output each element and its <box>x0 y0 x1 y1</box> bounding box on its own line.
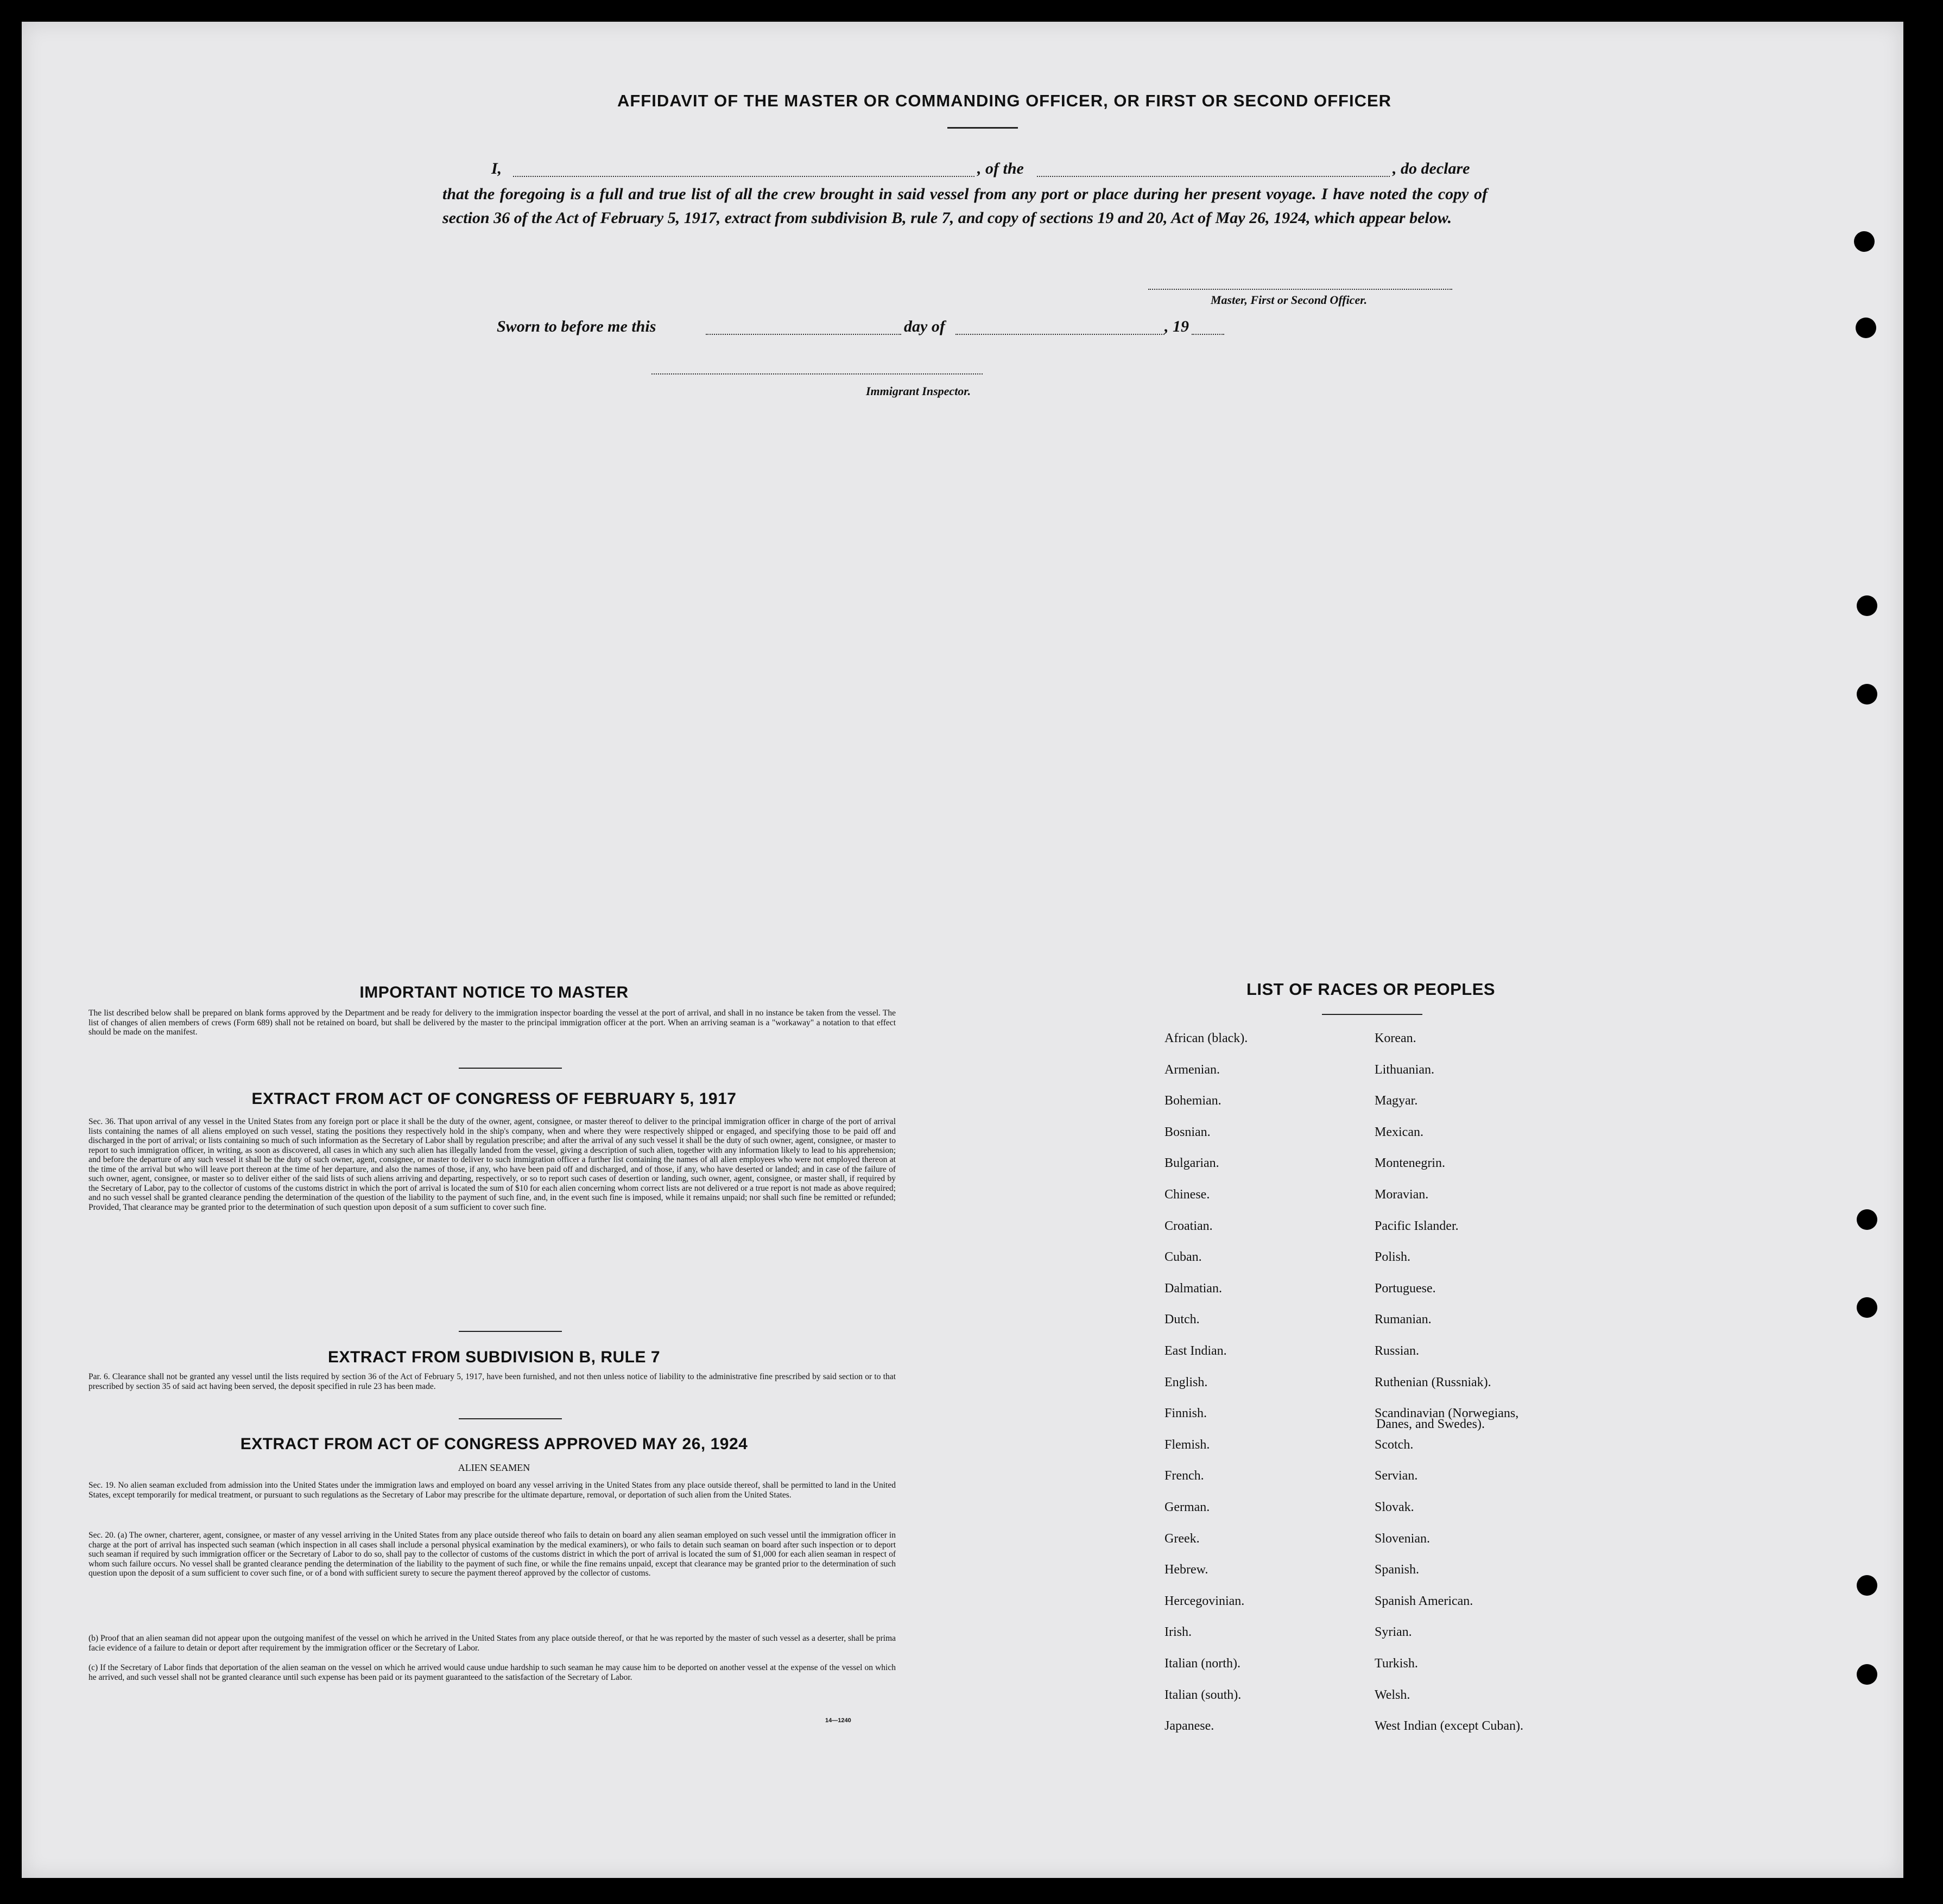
punch-hole <box>1854 231 1875 252</box>
sec20c-body: (c) If the Secretary of Labor finds that deportation of the alien seaman on the vessel on which he arrived would cause undue hardship to such seaman he may cause him to be deported on another vessel at the expense of the vessel on which he arrived, and such vessel shall not be granted clearance until such expense has been paid or its payment guaranteed to the satisfaction of the Secretary of Labor. <box>88 1663 896 1682</box>
race-item: East Indian. <box>1164 1344 1227 1358</box>
race-item: Montenegrin. <box>1375 1156 1445 1170</box>
race-item: Chinese. <box>1164 1188 1210 1202</box>
inspector-signature-blank[interactable] <box>651 373 983 375</box>
race-item: Bosnian. <box>1164 1125 1211 1139</box>
race-item: Slovenian. <box>1375 1532 1430 1546</box>
race-item: French. <box>1164 1469 1204 1483</box>
vessel-name-blank[interactable] <box>1037 176 1390 177</box>
race-item: Croatian. <box>1164 1219 1213 1233</box>
race-item: Welsh. <box>1375 1688 1410 1702</box>
affidavit-body: that the foregoing is a full and true list of all the crew brought in said vessel from any port or place during her present voyage. I have noted the copy of section 36 of the Act of February 5, 1917, extract from subdivision B, rule 7, and copy of sections 19 and 20, Act of May 26, 1924, which appear below. <box>442 185 1488 227</box>
race-item: Flemish. <box>1164 1438 1210 1452</box>
sworn-label: Sworn to before me this <box>497 318 656 335</box>
sec20a-body: Sec. 20. (a) The owner, charterer, agent, consignee, or master of any vessel arriving in the United States from any place outside thereof who fails to detain on board any alien seaman employed on such vessel until the immigration officer in charge at the port of arrival has inspected such seaman (which inspection in all cases shall include a personal physical examination by the medical examiners), or who fails to detain such seaman on board after such inspection or to deport such seaman if required by such immigration officer or the Secretary of Labor to do so, shall pay to the collector of customs of the customs district in which the port of arrival is located the sum of $1,000 for each alien seaman in respect of whom such failure occurs. No vessel shall be granted clearance pending the determination of the liability to the payment of such fine, or while the fine remains unpaid, except that clearance may be granted prior to the determination of such question upon the deposit of a sum sufficient to cover such fine, or of a bond with sufficient surety to secure the payment thereof approved by the collector of customs. <box>88 1531 896 1578</box>
race-item: Pacific Islander. <box>1375 1219 1459 1233</box>
rule7-title: EXTRACT FROM SUBDIVISION B, RULE 7 <box>327 1348 661 1366</box>
punch-hole <box>1857 1209 1877 1230</box>
race-item: Rumanian. <box>1375 1312 1432 1327</box>
race-item: Magyar. <box>1375 1094 1418 1108</box>
sworn-day-blank[interactable] <box>706 334 901 335</box>
race-item: Slovak. <box>1375 1500 1414 1514</box>
race-item: Dutch. <box>1164 1312 1200 1327</box>
race-item: Korean. <box>1375 1031 1416 1045</box>
divider <box>947 127 1018 129</box>
affidavit-title: AFFIDAVIT OF THE MASTER OR COMMANDING OFFICER, OR FIRST OR SECOND OFFICER <box>617 91 1392 110</box>
race-item: Japanese. <box>1164 1719 1214 1733</box>
race-item: Polish. <box>1375 1250 1411 1264</box>
sworn-year-blank[interactable] <box>1192 334 1224 335</box>
race-item: Syrian. <box>1375 1625 1412 1639</box>
alien-seamen-subtitle: ALIEN SEAMEN <box>458 1462 530 1473</box>
race-item: African (black). <box>1164 1031 1248 1045</box>
sec19-body: Sec. 19. No alien seaman excluded from admission into the United States under the immigration laws and employed on board any vessel arriving in the United States from any place outside thereof, shall be permitted to land in the United States, except temporarily for medical treatment, or pursuant to such regulations as the Secretary of Labor may prescribe for the ultimate departure, removal, or deportation of such alien from the United States. <box>88 1481 896 1500</box>
race-item: Italian (north). <box>1164 1657 1241 1671</box>
punch-hole <box>1857 595 1877 616</box>
notice-body: The list described below shall be prepared on blank forms approved by the Department and be ready for delivery to the immigration inspector boarding the vessel at the port of arrival, and shall in no instance be taken from the vessel. The list of changes of alien members of crews (Form 689) shall not be retained on board, but shall be delivered by the master to the principal immigration officer at the port. When an arriving seaman is a "workaway" a notation to that effect should be made on the manifest. <box>88 1008 896 1037</box>
sworn-month-blank[interactable] <box>955 334 1164 335</box>
document-page <box>22 22 1903 1878</box>
affidavit-i-label: I, <box>491 160 502 177</box>
extract-1924-title: EXTRACT FROM ACT OF CONGRESS APPROVED MAY 26, 1924 <box>240 1435 748 1453</box>
master-name-blank[interactable] <box>513 176 974 177</box>
rule7-body: Par. 6. Clearance shall not be granted any vessel until the lists required by section 36 of the Act of February 5, 1917, have been furnished, and not then unless notice of liability to the administrative fine prescribed by said section or to that prescribed by section 35 of said act having been served, the deposit specified in rule 23 has been made. <box>88 1372 896 1391</box>
punch-hole <box>1857 1297 1877 1318</box>
race-item: Portuguese. <box>1375 1281 1436 1296</box>
race-item: Irish. <box>1164 1625 1192 1639</box>
punch-hole <box>1857 1664 1877 1685</box>
master-signature-caption: Master, First or Second Officer. <box>1211 293 1368 307</box>
extract-1917-body: Sec. 36. That upon arrival of any vessel in the United States from any foreign port or place it shall be the duty of the owner, agent, consignee, or master thereof to deliver to the principal immigration officer in charge of the port of arrival lists containing the names of all aliens employed on such vessel, stating the positions they respectively hold in the ship's company, when and where they were respectively shipped or engaged, and specifying those to be paid off and discharged in the port of arrival; or lists containing so much of such information as the Secretary of Labor shall by regulation prescribe; and after the arrival of any such vessel it shall be the duty of such owner, agent, consignee, or master to report to such immigration officer, in writing, as soon as discovered, all cases in which any such alien has illegally landed from the vessel, giving a description of such alien, together with any information likely to lead to his apprehension; and before the departure of any such vessel it shall be the duty of such owner, agent, consignee, or master to deliver to such immigration officer a further list containing the names of all alien employees who were not employed thereon at the time of the arrival but who will leave port thereon at the time of her departure, and also the names of those, if any, who have been paid off and discharged, and of those, if any, who have deserted or landed; and in case of the failure of such owner, agent, consignee, or master so to deliver either of the said lists of such aliens arriving and departing, respectively, or so to report such cases of desertion or landing, such owner, agent, consignee, or master shall, if required by the Secretary of Labor, pay to the collector of customs of the customs district in which the port of arrival is located the sum of $10 for each alien concerning whom correct lists are not delivered or a true report is not made as above required; and no such vessel shall be granted clearance pending the determination of the question of the liability to the payment of such fine, and, in the event such fine is imposed, while it remains unpaid; nor shall such fine be remitted or refunded; Provided, That clearance may be granted prior to the determination of such question upon deposit of a sum sufficient to cover such fine. <box>88 1117 896 1212</box>
race-item-scandinavian-continuation: Danes, and Swedes). <box>1376 1417 1485 1431</box>
sec20b-body: (b) Proof that an alien seaman did not appear upon the outgoing manifest of the vessel on which he arrived in the United States from any place outside thereof, or that he was reported by the master of such vessel as a deserter, shall be prima facie evidence of a failure to detain or deport after requirement by the immigration officer or the Secretary of Labor. <box>88 1634 896 1653</box>
race-item: Hebrew. <box>1164 1563 1208 1577</box>
divider <box>459 1331 562 1332</box>
notice-title: IMPORTANT NOTICE TO MASTER <box>359 983 629 1001</box>
race-item: German. <box>1164 1500 1210 1514</box>
divider <box>1322 1014 1422 1015</box>
races-title: LIST OF RACES OR PEOPLES <box>1246 980 1496 999</box>
master-signature-blank[interactable] <box>1148 289 1452 290</box>
day-of-label: day of <box>904 318 945 335</box>
divider <box>459 1418 562 1419</box>
race-item: Russian. <box>1375 1344 1420 1358</box>
race-item: Hercegovinian. <box>1164 1594 1245 1608</box>
race-item: Italian (south). <box>1164 1688 1242 1702</box>
punch-hole <box>1856 318 1876 338</box>
divider <box>459 1068 562 1069</box>
race-item: Turkish. <box>1375 1657 1418 1671</box>
punch-hole <box>1857 684 1877 705</box>
race-item: Servian. <box>1375 1469 1418 1483</box>
race-item: Greek. <box>1164 1532 1200 1546</box>
race-item: Ruthenian (Russniak). <box>1375 1375 1491 1389</box>
race-item: Armenian. <box>1164 1063 1220 1077</box>
race-item: Cuban. <box>1164 1250 1202 1264</box>
form-number: 14—1240 <box>825 1717 851 1724</box>
race-item: Spanish. <box>1375 1563 1420 1577</box>
race-item: Spanish American. <box>1375 1594 1473 1608</box>
race-item: Mexican. <box>1375 1125 1423 1139</box>
affidavit-of-the-label: , of the <box>977 160 1024 177</box>
race-item: Finnish. <box>1164 1406 1207 1420</box>
race-item: English. <box>1164 1375 1208 1389</box>
extract-1917-title: EXTRACT FROM ACT OF CONGRESS OF FEBRUARY 5, 1917 <box>251 1090 737 1108</box>
race-item: Dalmatian. <box>1164 1281 1222 1296</box>
inspector-caption: Immigrant Inspector. <box>866 384 971 398</box>
year-label: , 19 <box>1164 318 1189 335</box>
race-item: Scandinavian (Norwegians, <box>1375 1406 1519 1420</box>
race-item: Lithuanian. <box>1375 1063 1434 1077</box>
race-item: West Indian (except Cuban). <box>1375 1719 1523 1733</box>
race-item: Bulgarian. <box>1164 1156 1219 1170</box>
race-item: Scotch. <box>1375 1438 1414 1452</box>
race-item: Bohemian. <box>1164 1094 1222 1108</box>
affidavit-declare-label: , do declare <box>1393 160 1470 177</box>
punch-hole <box>1857 1575 1877 1596</box>
race-item: Moravian. <box>1375 1188 1429 1202</box>
